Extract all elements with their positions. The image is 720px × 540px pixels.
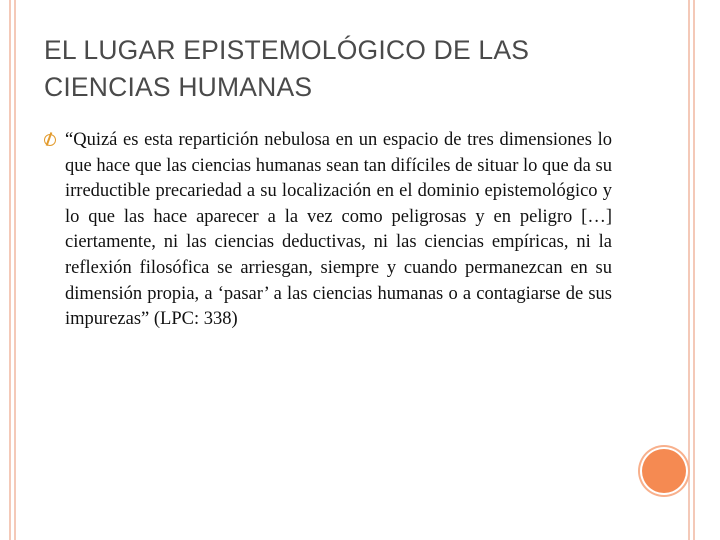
slide-title: EL LUGAR EPISTEMOLÓGICO DE LAS CIENCIAS HUMANAS	[44, 35, 530, 102]
left-border-rule	[14, 0, 16, 540]
left-border-rule	[9, 0, 11, 540]
bullet-circle-icon	[44, 134, 56, 146]
decorative-circle-icon	[642, 449, 686, 493]
right-border-rule	[688, 0, 690, 540]
bullet-text: “Quizá es esta repartición nebulosa en un espacio de tres dimensiones lo que hace que las ciencias humanas sean tan difíciles de situar lo que da su irreductible precariedad a su localización en el dominio epistemológico y lo que las hace aparecer a la vez como peligrosas y en peligro […] ciertamente, ni las ciencias deductivas, ni las ciencias empíricas, ni la reflexión filosófica se arriesgan, siempre y cuando permanezcan en su dimensión propia, a ‘pasar’ a las ciencias humanas o a contagiarse de sus impurezas” (LPC: 338)	[65, 130, 612, 330]
right-border-rule	[693, 0, 695, 540]
bullet-item	[44, 128, 614, 333]
